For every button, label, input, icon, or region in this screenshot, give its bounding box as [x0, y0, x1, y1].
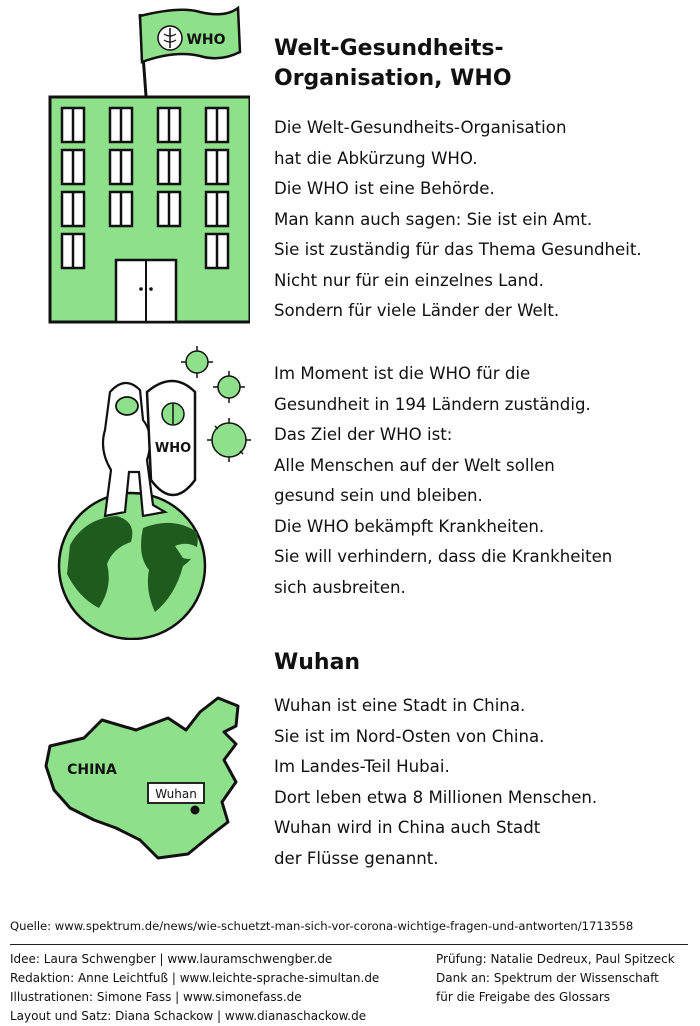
text-line: Wuhan wird in China auch Stadt — [274, 818, 541, 837]
who-paragraph-1 — [274, 113, 642, 327]
section-heading-who — [274, 34, 512, 94]
virus-icon — [207, 418, 251, 462]
text-line: Alle Menschen auf der Welt sollen — [274, 455, 555, 475]
china-map-illustration — [40, 690, 260, 870]
wuhan-marker-icon — [191, 806, 200, 815]
text-line: Dort leben etwa 8 Millionen Menschen. — [274, 787, 598, 807]
text-line: Das Ziel der WHO ist: — [274, 425, 453, 444]
text-line: Nicht nur für ein einzelnes Land. — [274, 270, 544, 290]
credits-left — [10, 950, 379, 1026]
heading-line: Organisation, WHO — [274, 66, 512, 91]
credit-line: Prüfung: Natalie Dedreux, Paul Spitzeck — [436, 952, 675, 966]
who-globe-illustration — [55, 340, 255, 640]
credit-line: Layout und Satz: Diana Schackow | www.dianaschackow.de — [10, 1009, 367, 1023]
credit-line: Illustrationen: Simone Fass | www.simonefass.de — [10, 990, 302, 1004]
credits-right — [436, 950, 675, 1007]
text-line: Die Welt-Gesundheits-Organisation — [274, 118, 567, 137]
heading-line: Welt-Gesundheits- — [274, 36, 504, 61]
text-line: gesund sein und bleiben. — [274, 486, 483, 505]
source-line: Quelle: www.spektrum.de/news/wie-schuetzt-man-sich-vor-corona-wichtige-fragen-und-antworten/1713558 — [10, 919, 634, 933]
virus-icon — [181, 346, 213, 378]
text-line: Man kann auch sagen: Sie ist ein Amt. — [274, 209, 593, 229]
credit-line: für die Freigabe des Glossars — [436, 990, 611, 1004]
text-line: Wuhan ist eine Stadt in China. — [274, 696, 526, 715]
text-line: Sie ist im Nord-Osten von China. — [274, 726, 545, 746]
footer-divider — [10, 944, 688, 945]
text-line: Die WHO ist eine Behörde. — [274, 179, 495, 198]
credit-line: Idee: Laura Schwengber | www.lauramschwengber.de — [10, 952, 333, 966]
text-line: der Flüsse genannt. — [274, 848, 439, 868]
who-building-illustration — [40, 0, 250, 330]
text-line: Sondern für viele Länder der Welt. — [274, 301, 560, 320]
shield-emblem-icon — [162, 403, 184, 425]
text-line: Im Moment ist die WHO für die — [274, 364, 531, 383]
shield-who-label: WHO — [154, 441, 192, 456]
text-line: sich ausbreiten. — [274, 577, 406, 597]
map-country-label: CHINA — [67, 762, 117, 778]
section-heading-wuhan: Wuhan — [274, 650, 361, 675]
text-line: Gesundheit in 194 Ländern zuständig. — [274, 394, 591, 414]
map-city-label: Wuhan — [155, 787, 197, 801]
text-line: Die WHO bekämpft Krankheiten. — [274, 516, 545, 536]
who-emblem-icon — [158, 26, 182, 50]
flag-who-label: WHO — [186, 32, 226, 48]
wuhan-paragraph — [274, 691, 597, 874]
text-line: hat die Abkürzung WHO. — [274, 148, 478, 168]
virus-icon — [213, 371, 245, 403]
credit-line: Redaktion: Anne Leichtfuß | www.leichte-sprache-simultan.de — [10, 971, 380, 985]
text-line: Im Landes-Teil Hubai. — [274, 757, 450, 776]
text-line: Sie ist zuständig für das Thema Gesundheit. — [274, 240, 642, 259]
who-paragraph-2 — [274, 359, 612, 603]
text-line: Sie will verhindern, dass die Krankheiten — [274, 547, 613, 566]
credit-line: Dank an: Spektrum der Wissenschaft — [436, 971, 659, 985]
